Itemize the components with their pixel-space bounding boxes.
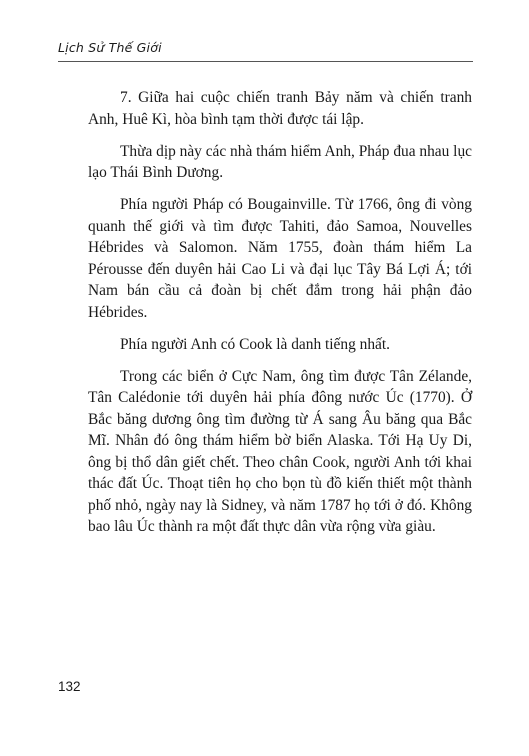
paragraph: Trong các biển ở Cực Nam, ông tìm được Tân Zélande, Tân Calédonie tới duyên hải phía đông nước Úc (1770). Ở Bắc băng dương ông tìm đường từ Á sang Âu băng qua Bắc Mĩ. Nhân đó ông thám hiểm bờ biển Alaska. Tới Hạ Uy Di, ông bị thổ dân giết chết. Theo chân Cook, người Anh tới khai thác đất Úc. Thoạt tiên họ cho bọn tù đồ kiến thiết một thành phố nhỏ, ngày nay là Sidney, và năm 1787 họ tới ở đó. Không bao lâu Úc thành ra một đất thực dân vừa rộng vừa giàu. bbox=[88, 367, 472, 535]
running-header: Lịch Sử Thế Giới bbox=[58, 40, 162, 55]
header-rule bbox=[58, 61, 473, 62]
paragraph: 7. Giữa hai cuộc chiến tranh Bảy năm và chiến tranh Anh, Huê Kì, hòa bình tạm thời được tái lập. bbox=[88, 89, 472, 128]
paragraph: Phía người Anh có Cook là danh tiếng nhất. bbox=[120, 335, 390, 353]
page-body bbox=[88, 87, 472, 548]
paragraph: Phía người Pháp có Bougainville. Từ 1766, ông đi vòng quanh thế giới và tìm được Tahiti, đảo Samoa, Nouvelles Hébrides và Salomon. Năm 1755, đoàn thám hiểm La Pérousse đến duyên hải Cao Li và đại lục Tây Bá Lợi Á; tới Nam bán cầu cả đoàn bị chết đắm trong hải phận đảo Hébrides. bbox=[88, 196, 472, 321]
paragraph: Thừa dịp này các nhà thám hiểm Anh, Pháp đua nhau lục lạo Thái Bình Dương. bbox=[88, 142, 472, 181]
page-number: 132 bbox=[58, 679, 81, 694]
